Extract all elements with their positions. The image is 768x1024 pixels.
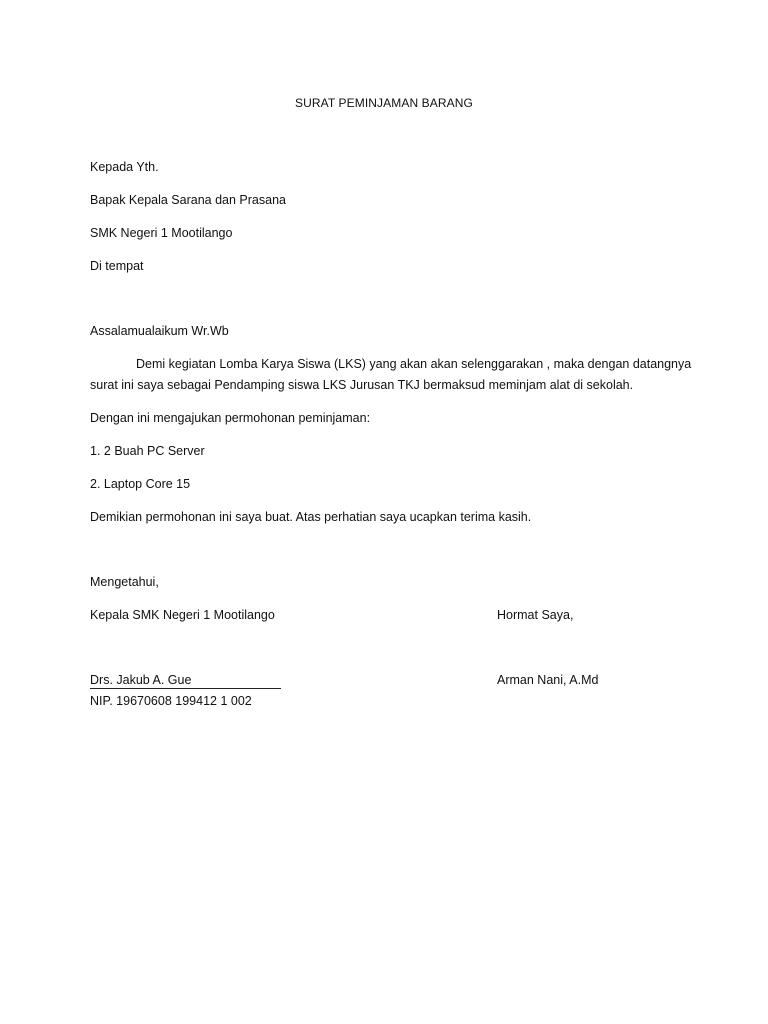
greeting: Assalamualaikum Wr.Wb (90, 324, 229, 338)
body-paragraph-line-2: surat ini saya sebagai Pendamping siswa LKS Jurusan TKJ bermaksud meminjam alat di sekolah. (90, 378, 634, 392)
right-signatory-title: Hormat Saya, (497, 608, 574, 622)
list-item: 2. Laptop Core 15 (90, 477, 191, 491)
closing-sentence: Demikian permohonan ini saya buat. Atas perhatian saya ucapkan terima kasih. (90, 510, 532, 524)
request-intro: Dengan ini mengajukan permohonan peminjaman: (90, 411, 371, 425)
acknowledged-label: Mengetahui, (90, 575, 159, 589)
recipient-institution: SMK Negeri 1 Mootilango (90, 226, 233, 240)
list-item: 1. 2 Buah PC Server (90, 444, 205, 458)
recipient-name: Bapak Kepala Sarana dan Prasana (90, 193, 286, 207)
recipient-place: Di tempat (90, 259, 144, 273)
left-signatory-name: Drs. Jakub A. Gue (90, 673, 192, 687)
letter-title: SURAT PEMINJAMAN BARANG (295, 96, 473, 110)
body-paragraph-line-1: Demi kegiatan Lomba Karya Siswa (LKS) yang akan akan selenggarakan , maka dengan datangnya (136, 357, 692, 371)
recipient-to: Kepada Yth. (90, 160, 159, 174)
left-signatory-title: Kepala SMK Negeri 1 Mootilango (90, 608, 275, 622)
left-signatory-nip: NIP. 19670608 199412 1 002 (90, 694, 252, 708)
signature-underline (90, 688, 281, 689)
right-signatory-name: Arman Nani, A.Md (497, 673, 599, 687)
